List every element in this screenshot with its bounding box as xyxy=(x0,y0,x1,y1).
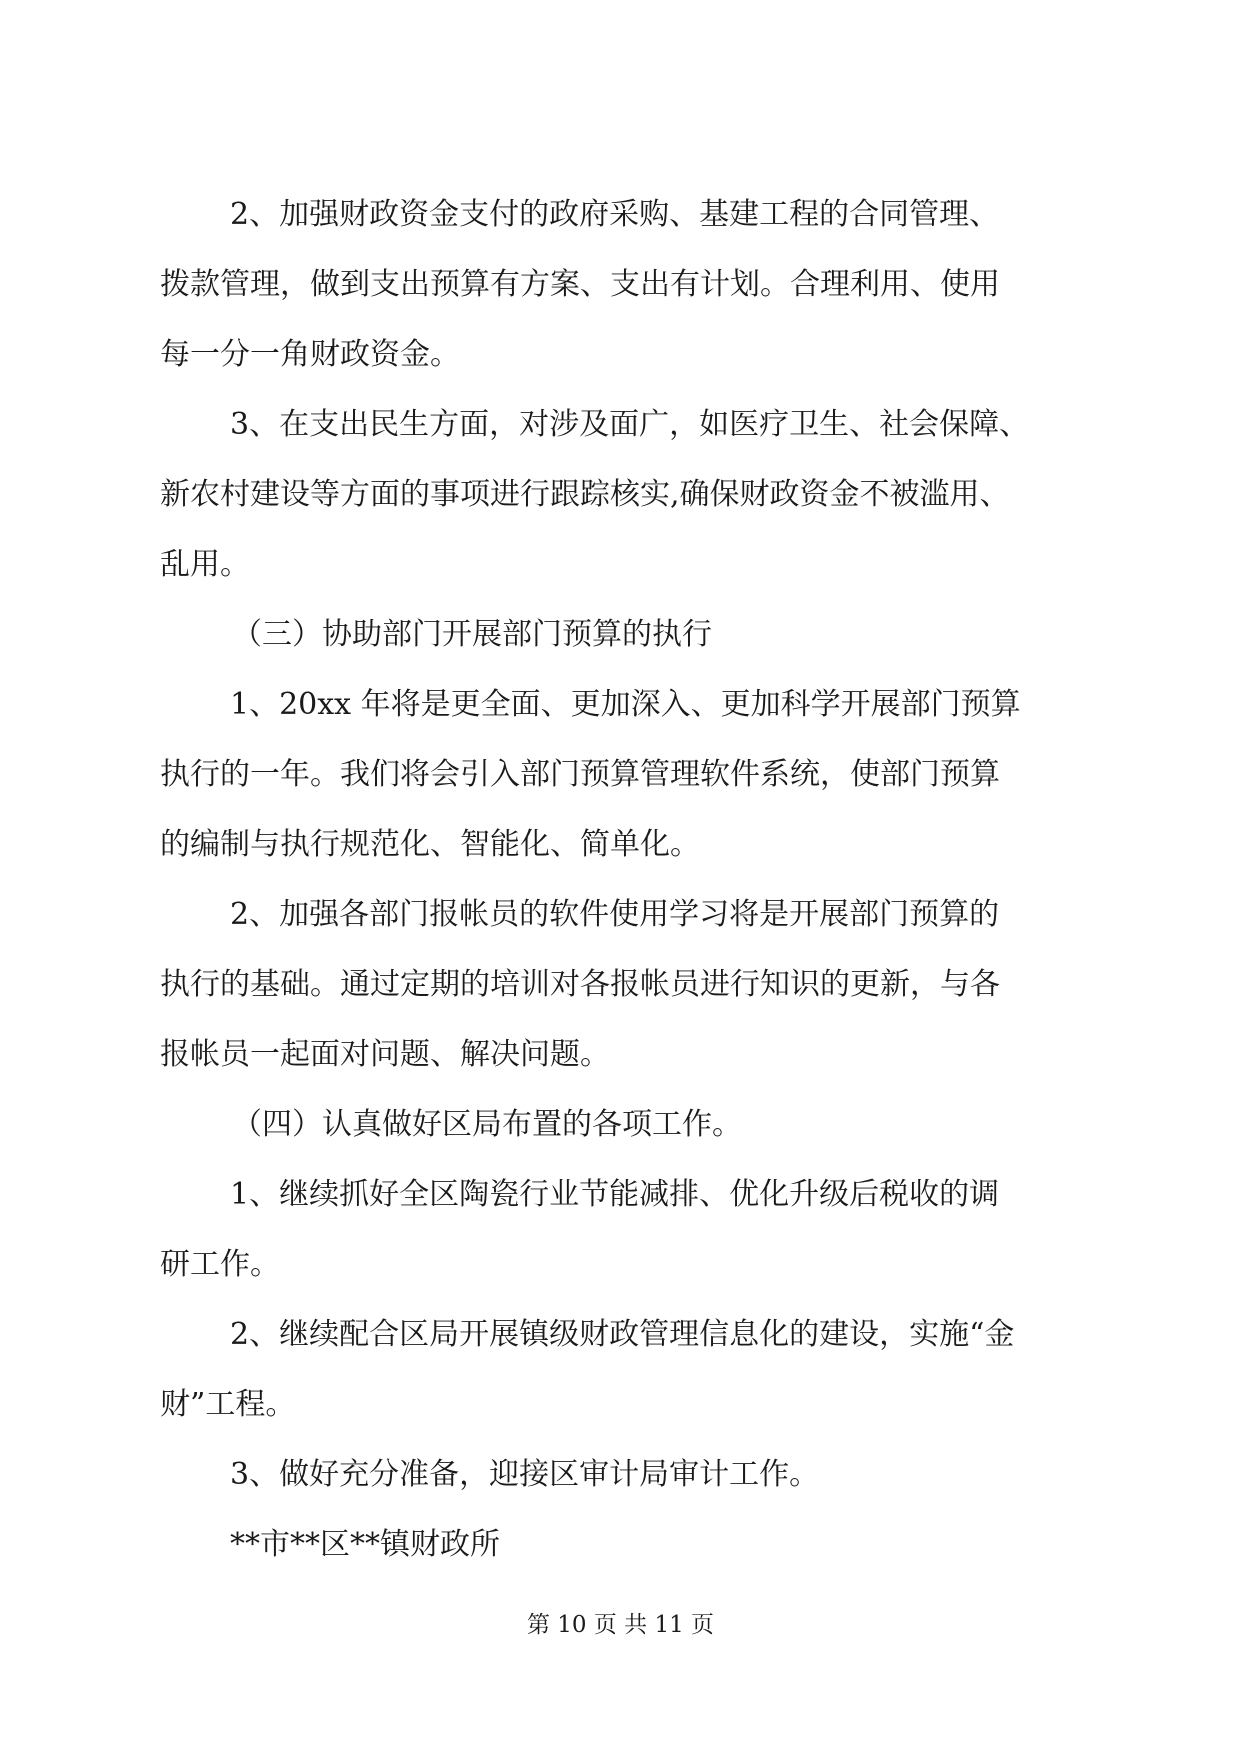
paragraph-line: 执行的基础。通过定期的培训对各报帐员进行知识的更新，与各 xyxy=(160,967,1000,1002)
paragraph-line: 研工作。 xyxy=(160,1247,280,1282)
paragraph-line: 3、做好充分准备，迎接区审计局审计工作。 xyxy=(230,1457,820,1492)
signature-line: **市**区**镇财政所 xyxy=(230,1527,500,1562)
section-heading: （四）认真做好区局布置的各项工作。 xyxy=(232,1107,742,1142)
paragraph-line: 每一分一角财政资金。 xyxy=(160,337,460,372)
paragraph-line: 2、加强各部门报帐员的软件使用学习将是开展部门预算的 xyxy=(230,897,1000,932)
paragraph-line: 乱用。 xyxy=(160,547,250,582)
paragraph-line: 新农村建设等方面的事项进行跟踪核实,确保财政资金不被滥用、 xyxy=(160,477,1010,512)
paragraph-line: 的编制与执行规范化、智能化、简单化。 xyxy=(160,827,700,862)
paragraph-line: 1、继续抓好全区陶瓷行业节能减排、优化升级后税收的调 xyxy=(230,1177,1000,1212)
paragraph-line: 执行的一年。我们将会引入部门预算管理软件系统，使部门预算 xyxy=(160,757,1000,792)
paragraph-line: 拨款管理，做到支出预算有方案、支出有计划。合理利用、使用 xyxy=(160,267,1000,302)
paragraph-line: 1、20xx 年将是更全面、更加深入、更加科学开展部门预算 xyxy=(230,687,1021,722)
paragraph-line: 报帐员一起面对问题、解决问题。 xyxy=(160,1037,610,1072)
paragraph-line: 财”工程。 xyxy=(160,1387,296,1422)
page-footer: 第 10 页 共 11 页 xyxy=(526,1612,715,1638)
paragraph-line: 2、加强财政资金支付的政府采购、基建工程的合同管理、 xyxy=(230,197,1000,232)
paragraph-line: 3、在支出民生方面，对涉及面广，如医疗卫生、社会保障、 xyxy=(230,407,1030,442)
paragraph-line: 2、继续配合区局开展镇级财政管理信息化的建设，实施“金 xyxy=(230,1317,1015,1352)
section-heading: （三）协助部门开展部门预算的执行 xyxy=(232,617,712,652)
